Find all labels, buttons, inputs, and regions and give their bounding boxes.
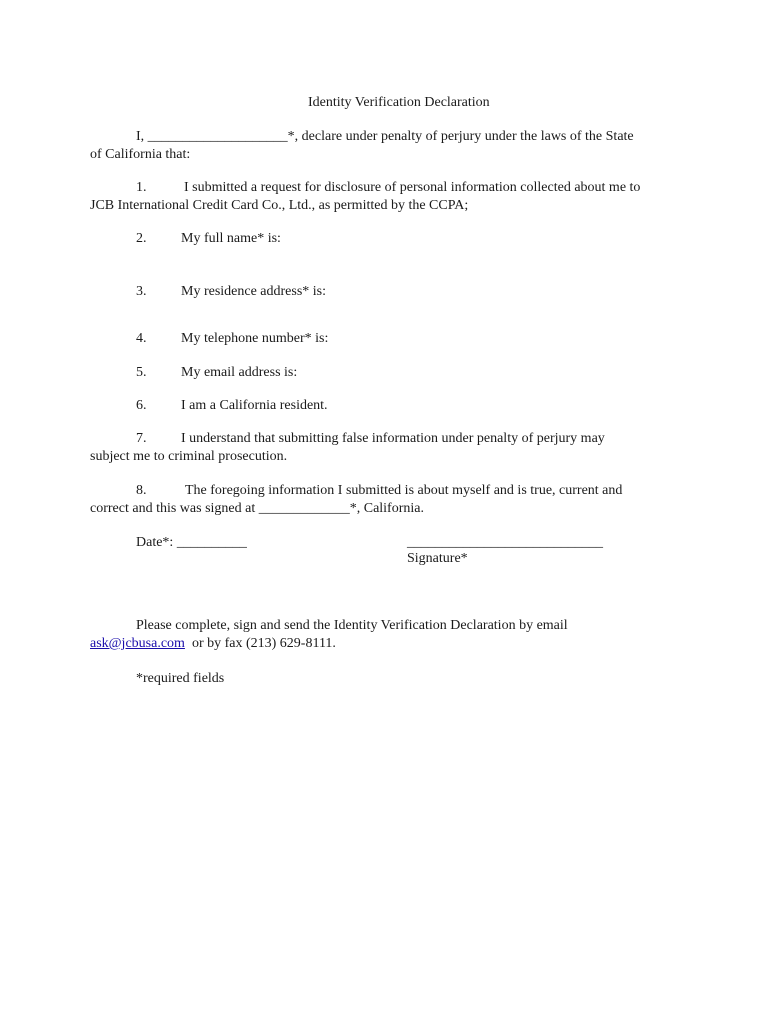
item-number-5: 5. <box>136 365 147 380</box>
item-text-4: My telephone number* is: <box>181 331 329 346</box>
date-field: Date*: __________ <box>136 535 247 550</box>
item-text-8-line1: The foregoing information I submitted is about myself and is true, current and <box>185 483 623 498</box>
declaration-intro-line2: of California that: <box>90 147 191 162</box>
item-text-1-line1: I submitted a request for disclosure of personal information collected about me to <box>184 180 641 195</box>
declaration-intro-line1: I, ____________________*, declare under penalty of perjury under the laws of the State <box>136 129 634 144</box>
item-text-7-line2: subject me to criminal prosecution. <box>90 449 288 464</box>
contact-line <box>90 635 336 653</box>
item-text-1-line2: JCB International Credit Card Co., Ltd., as permitted by the CCPA; <box>90 198 469 213</box>
item-number-1: 1. <box>136 180 147 195</box>
item-text-6: I am a California resident. <box>181 398 328 413</box>
item-number-6: 6. <box>136 398 147 413</box>
signature-label: Signature* <box>407 551 468 566</box>
item-text-3: My residence address* is: <box>181 284 327 299</box>
item-number-8: 8. <box>136 483 147 498</box>
item-text-2: My full name* is: <box>181 231 281 246</box>
item-text-8-line2: correct and this was signed at _____________*, California. <box>90 501 424 516</box>
item-text-5: My email address is: <box>181 365 298 380</box>
item-text-7-line1: I understand that submitting false information under penalty of perjury may <box>181 431 605 446</box>
item-number-2: 2. <box>136 231 147 246</box>
item-number-4: 4. <box>136 331 147 346</box>
instruction-text: Please complete, sign and send the Identity Verification Declaration by email <box>136 618 568 633</box>
item-number-7: 7. <box>136 431 147 446</box>
email-link[interactable]: ask@jcbusa.com <box>90 636 185 651</box>
signature-line: ____________________________ <box>407 535 603 550</box>
item-number-3: 3. <box>136 284 147 299</box>
fax-text: or by fax (213) 629-8111. <box>184 636 336 651</box>
document-title: Identity Verification Declaration <box>308 95 490 110</box>
required-fields-note: *required fields <box>136 671 225 686</box>
